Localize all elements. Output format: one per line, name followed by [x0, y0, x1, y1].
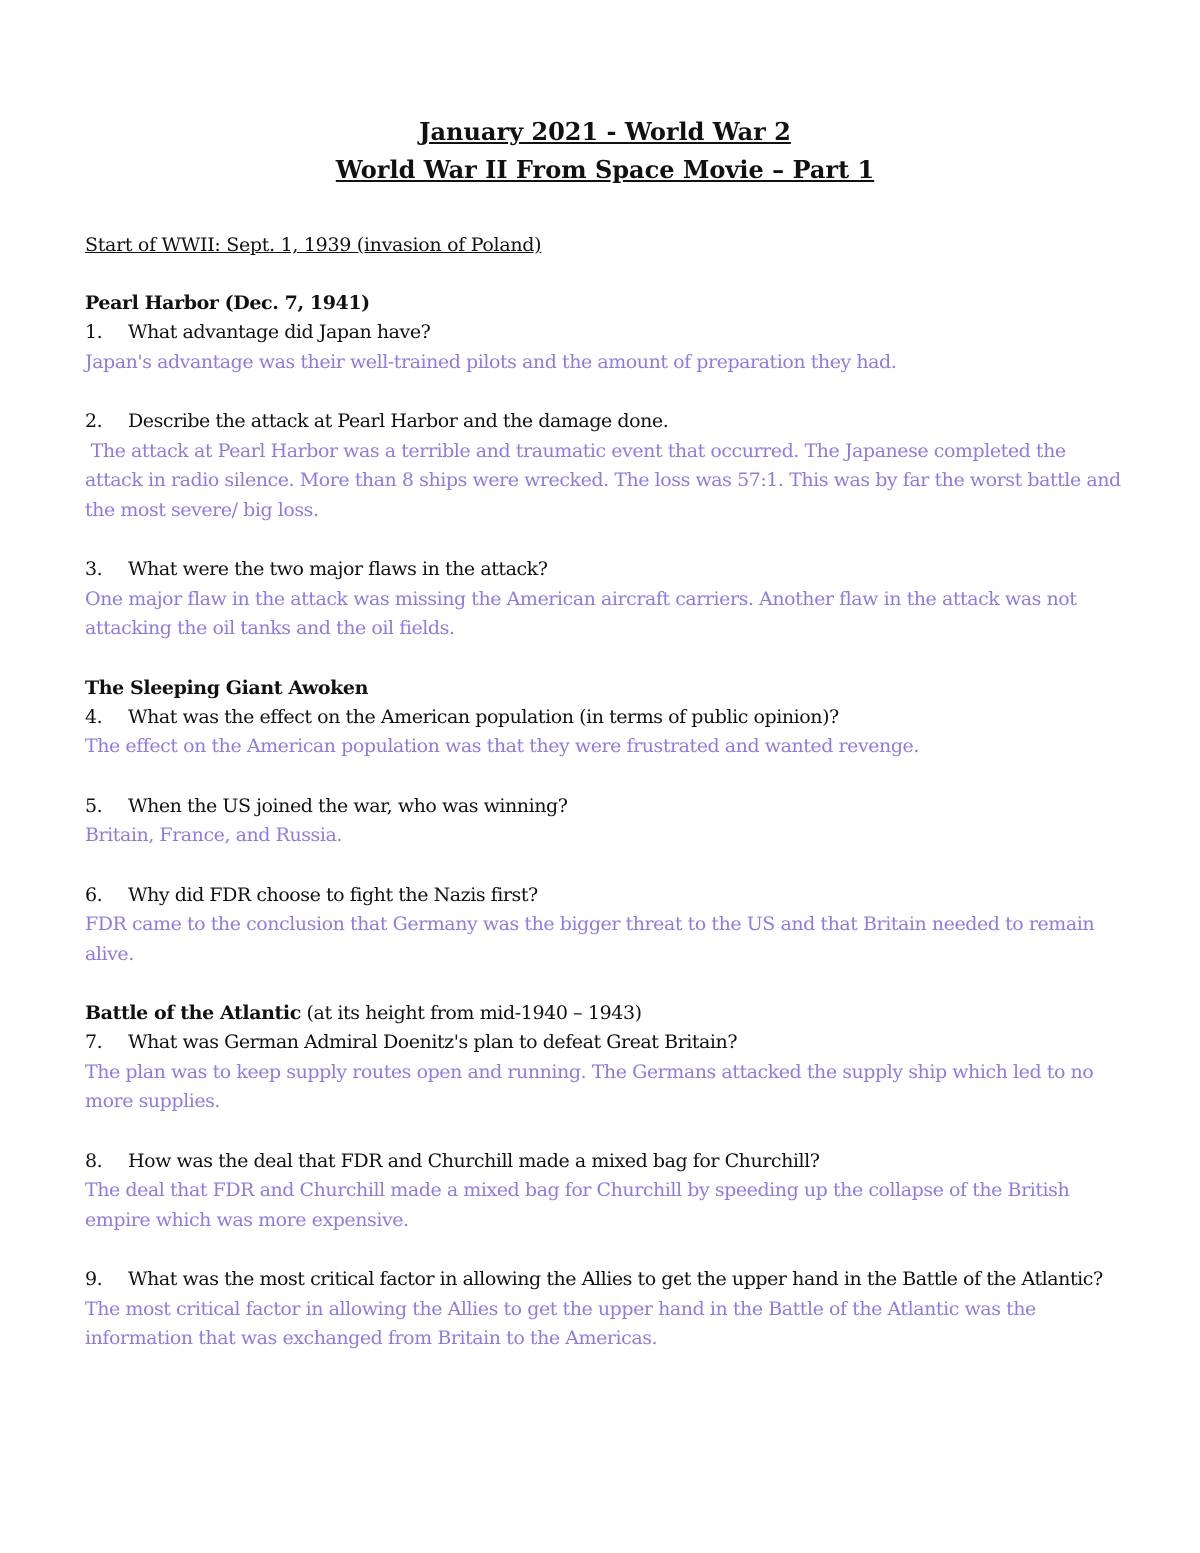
question-3 [85, 555, 1125, 585]
answer-8: The deal that FDR and Churchill made a mixed bag for Churchill by speeding up the collapse of the British empire which was more expensive. [85, 1179, 1070, 1231]
start-of-wwii-line: Start of WWII: Sept. 1, 1939 (invasion of Poland) [85, 234, 542, 256]
question-4 [85, 703, 1125, 733]
question-number: 1. [85, 321, 103, 343]
section-heading-sleeping-giant: The Sleeping Giant Awoken [85, 676, 369, 699]
section-heading-dates: (at its height from mid-1940 – 1943) [300, 1002, 642, 1024]
question-text: Describe the attack at Pearl Harbor and the damage done. [128, 410, 669, 432]
question-number: 8. [85, 1149, 103, 1172]
section-heading-pearl-harbor: Pearl Harbor (Dec. 7, 1941) [85, 292, 370, 314]
answer-2: The attack at Pearl Harbor was a terrible and traumatic event that occurred. The Japanese completed the attack in radio silence. More than 8 ships were wrecked. The loss was 57:1. This was by far the worst battle and the most severe/ big loss. [85, 439, 1127, 521]
question-9 [85, 1265, 1125, 1295]
question-1 [85, 318, 1125, 348]
question-text: What advantage did Japan have? [128, 321, 431, 343]
question-number: 6. [85, 883, 103, 906]
question-7 [85, 1028, 1125, 1058]
question-number: 7. [85, 1031, 103, 1053]
question-text: What was the effect on the American population (in terms of public opinion)? [128, 705, 839, 728]
answer-4: The effect on the American population was that they were frustrated and wanted revenge. [85, 735, 919, 757]
question-number: 9. [85, 1268, 103, 1290]
question-8 [85, 1147, 1125, 1177]
title-line-2: World War II From Space Movie – Part 1 [335, 155, 875, 184]
question-text: How was the deal that FDR and Churchill made a mixed bag for Churchill? [128, 1149, 820, 1172]
document-page [85, 113, 1125, 1354]
answer-1: Japan's advantage was their well-trained pilots and the amount of preparation they had. [85, 350, 897, 373]
answer-6: FDR came to the conclusion that Germany was the bigger threat to the US and that Britain needed to remain alive. [85, 913, 1095, 965]
answer-7: The plan was to keep supply routes open and running. The Germans attacked the supply ship which led to no more supplies. [85, 1060, 1094, 1112]
question-text: What was German Admiral Doenitz's plan to defeat Great Britain? [128, 1031, 738, 1053]
question-text: Why did FDR choose to fight the Nazis first? [128, 883, 538, 906]
question-number: 3. [85, 558, 103, 580]
question-text: What were the two major flaws in the attack? [128, 558, 548, 580]
question-5 [85, 792, 1125, 822]
question-number: 5. [85, 794, 103, 817]
question-text: When the US joined the war, who was winning? [128, 794, 568, 817]
title-line-1: January 2021 - World War 2 [419, 117, 791, 146]
answer-9: The most critical factor in allowing the Allies to get the upper hand in the Battle of the Atlantic was the information that was exchanged from Britain to the Americas. [85, 1297, 1036, 1349]
question-6 [85, 881, 1125, 911]
section-heading-battle-of-atlantic [85, 999, 1125, 1028]
question-text: What was the most critical factor in allowing the Allies to get the upper hand in the Battle of the Atlantic? [128, 1268, 1103, 1290]
answer-5: Britain, France, and Russia. [85, 824, 342, 846]
section-heading-title: Battle of the Atlantic [85, 1002, 301, 1024]
answer-3: One major flaw in the attack was missing the American aircraft carriers. Another flaw in the attack was not attacking the oil tanks and the oil fields. [85, 587, 1077, 639]
question-2 [85, 407, 1125, 437]
question-number: 4. [85, 705, 103, 728]
question-number: 2. [85, 410, 103, 432]
